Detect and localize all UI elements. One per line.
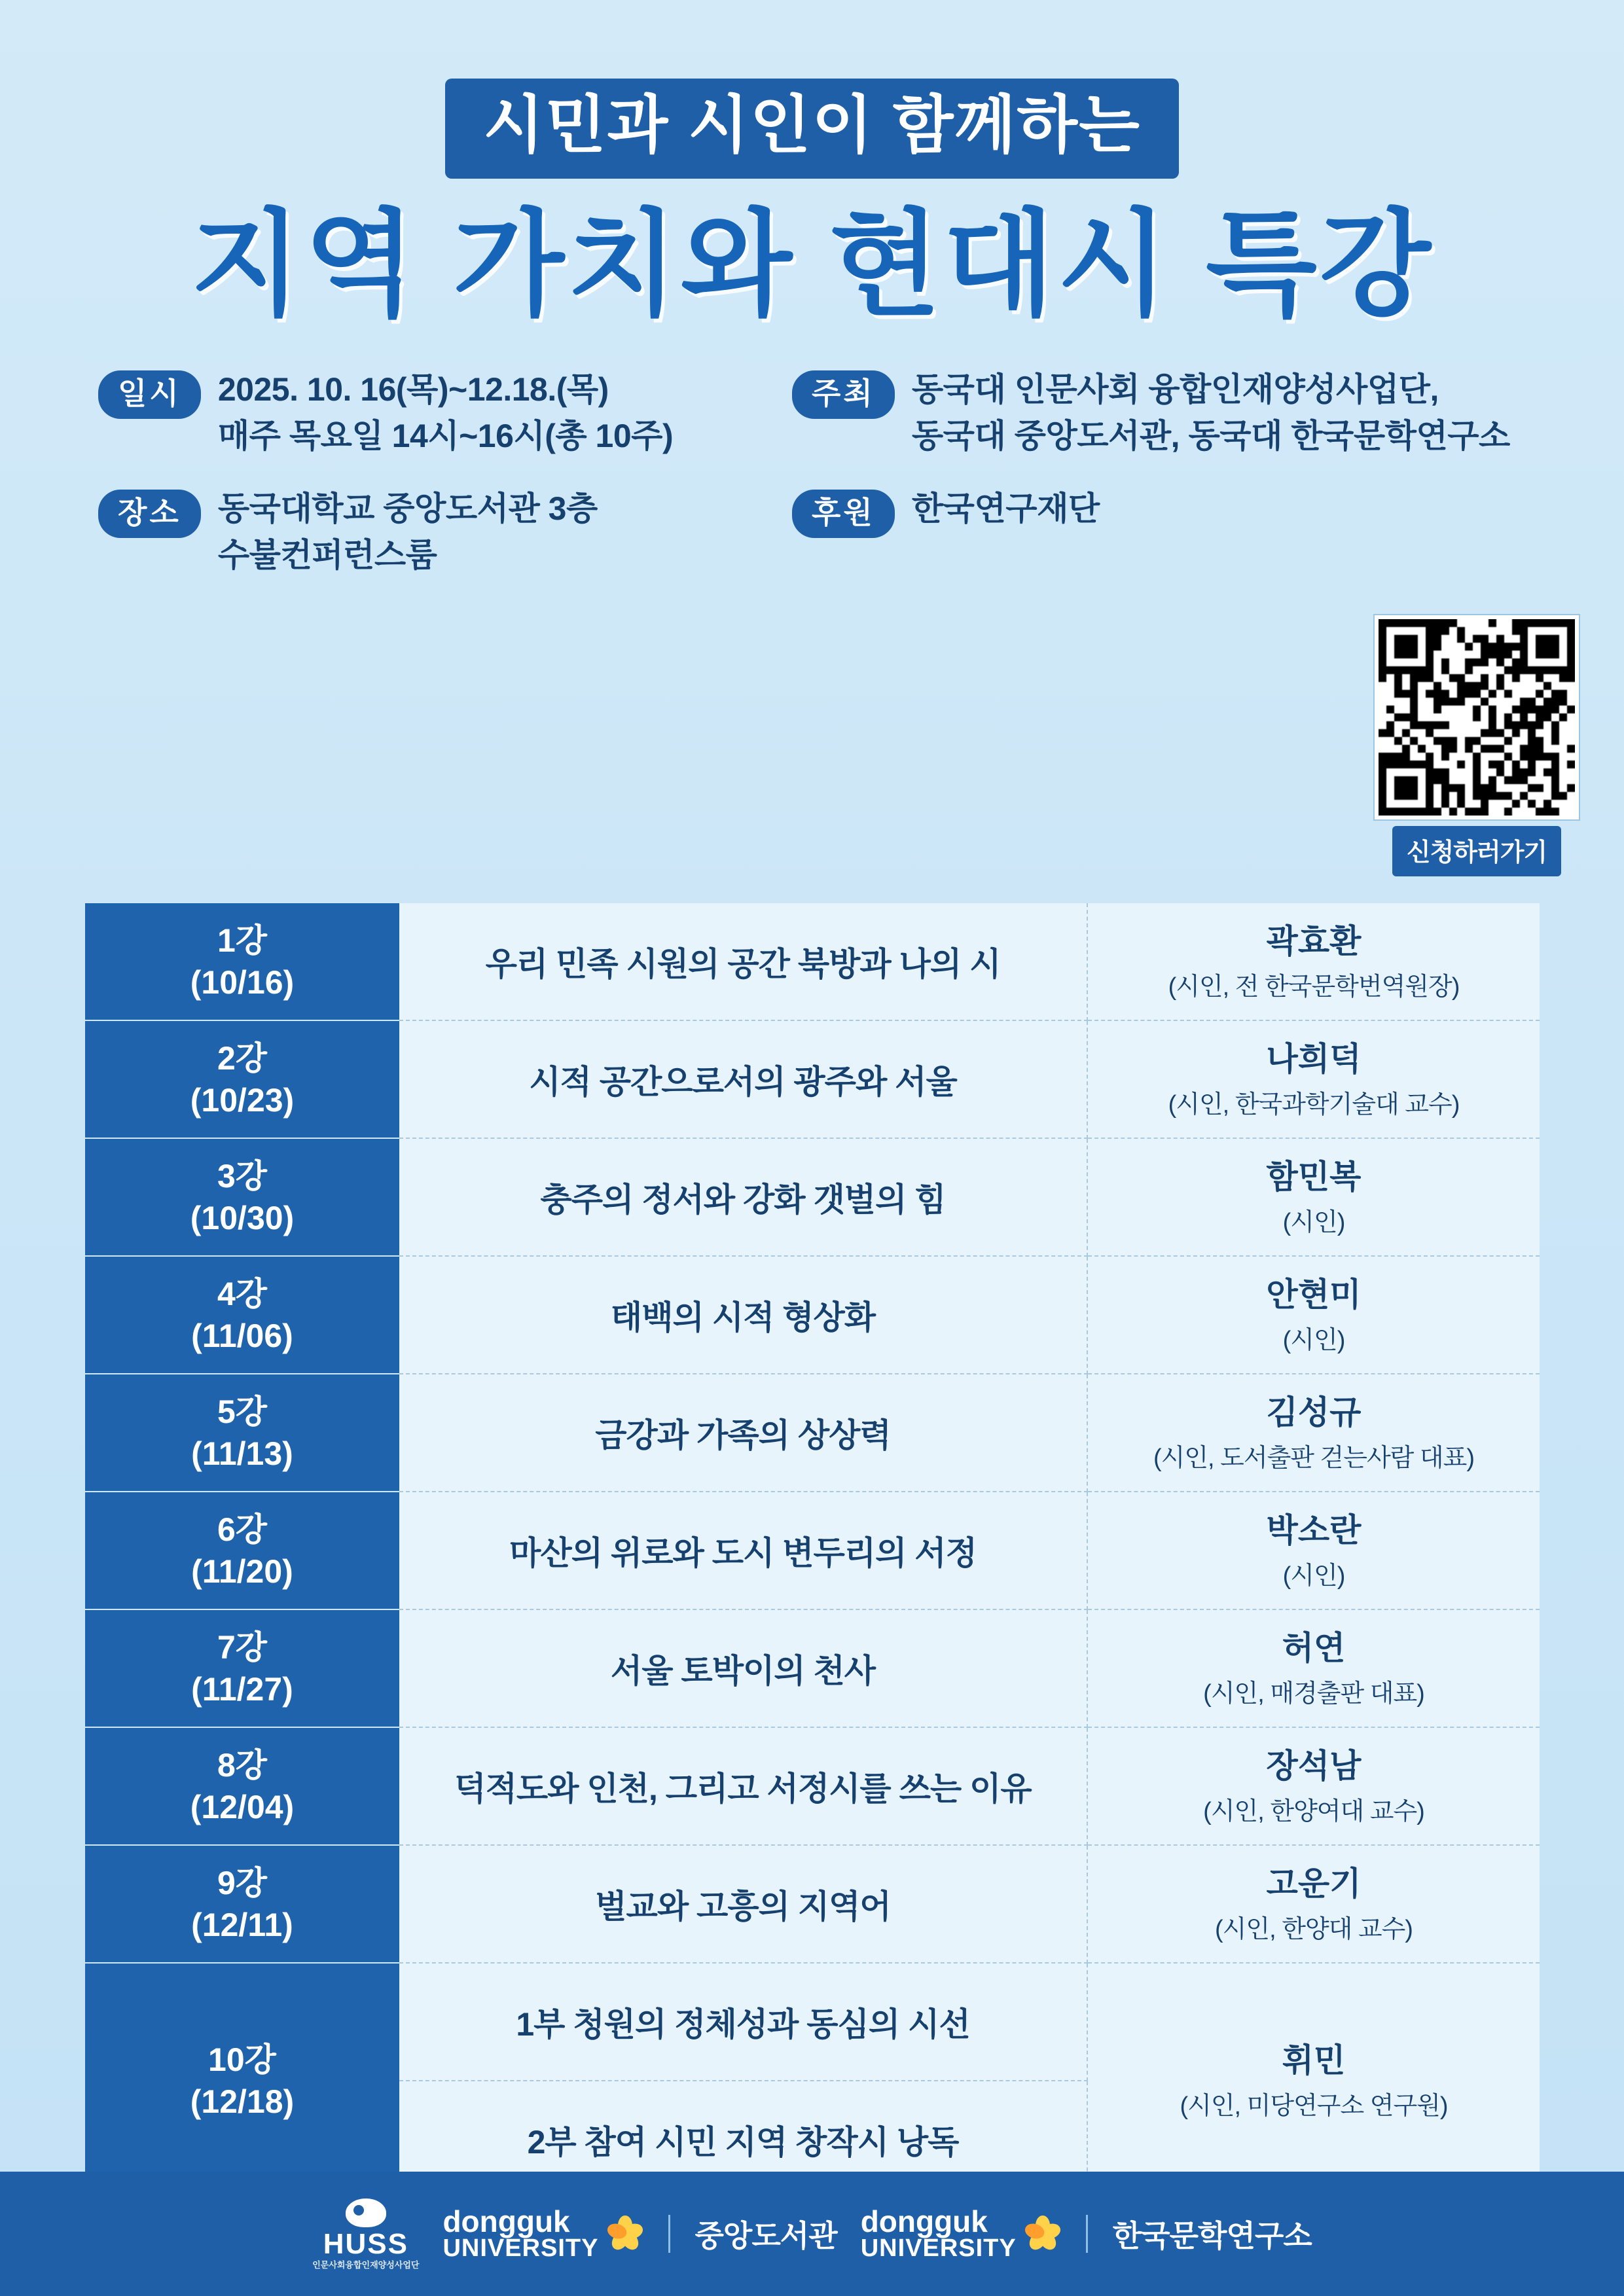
schedule-table — [85, 903, 1540, 2198]
speaker-role: (시인) — [1282, 1208, 1345, 1236]
row-date-label: (11/13) — [191, 1435, 293, 1472]
speaker-role: (시인, 도서출판 걷는사람 대표) — [1153, 1444, 1475, 1472]
qr-code-icon[interactable] — [1375, 615, 1579, 819]
row-date-label: (11/27) — [191, 1671, 293, 1708]
logo-huss — [300, 2198, 431, 2269]
info-place-line1: 동국대학교 중앙도서관 3층 — [217, 490, 598, 527]
speaker-role: (시인) — [1282, 1562, 1345, 1590]
speaker-role: (시인, 한양대 교수) — [1215, 1915, 1413, 1943]
row-no-7 — [85, 1609, 399, 1727]
speaker-name: 함민복 — [1266, 1158, 1362, 1195]
qr-section[interactable] — [1369, 615, 1585, 876]
dongguk-label-1: dongguk — [442, 2204, 570, 2239]
speaker-role: (시인, 전 한국문학번역원장) — [1168, 973, 1460, 1001]
table-row — [85, 1256, 1540, 1374]
row-speaker-6 — [1087, 1492, 1540, 1609]
row-no-5 — [85, 1374, 399, 1492]
row-title-7: 서울 토박이의 천사 — [399, 1609, 1087, 1727]
schedule-body — [85, 903, 1540, 2198]
info-date-line2: 매주 목요일 14시~16시(총 10주) — [217, 417, 674, 454]
table-row — [85, 1374, 1540, 1492]
row-title-9: 벌교와 고흥의 지역어 — [399, 1845, 1087, 1963]
row-no-8 — [85, 1727, 399, 1845]
poster-kicker: 시민과 시인이 함께하는 — [445, 79, 1179, 179]
row-title-5: 금강과 가족의 상상력 — [399, 1374, 1087, 1492]
info-host-line1: 동국대 인문사회 융합인재양성사업단, — [911, 370, 1439, 408]
row-title-10-part2: 2부 참여 시민 지역 창작시 낭독 — [399, 2081, 1087, 2198]
info-host-line2: 동국대 중앙도서관, 동국대 한국문학연구소 — [911, 417, 1510, 454]
row-title-2: 시적 공간으로서의 광주와 서울 — [399, 1020, 1087, 1138]
row-no-4 — [85, 1256, 399, 1374]
speaker-name: 나희덕 — [1266, 1040, 1362, 1077]
row-title-10-part1: 1부 청원의 정체성과 동심의 시선 — [399, 1963, 1087, 2081]
logo-institute: 한국문학연구소 — [1112, 2219, 1312, 2253]
row-title-6: 마산의 위로와 도시 변두리의 서정 — [399, 1492, 1087, 1609]
dongguk-sublabel-2: UNIVERSITY — [860, 2234, 1017, 2262]
dongguk-sublabel-1: UNIVERSITY — [442, 2234, 599, 2262]
row-no-label: 8강 — [217, 1747, 268, 1784]
row-speaker-2 — [1087, 1020, 1540, 1138]
row-speaker-5 — [1087, 1374, 1540, 1492]
footer-logos — [0, 2172, 1624, 2296]
row-speaker-10 — [1087, 1963, 1540, 2198]
row-no-label: 1강 — [217, 922, 268, 959]
info-sponsor-text — [912, 486, 1100, 532]
row-no-label: 6강 — [217, 1511, 268, 1548]
info-place-text — [218, 486, 598, 579]
row-title-3: 충주의 정서와 강화 갯벌의 힘 — [399, 1138, 1087, 1256]
speaker-name: 휘민 — [1282, 2041, 1346, 2079]
speaker-role: (시인, 매경출판 대표) — [1203, 1679, 1424, 1708]
table-row — [85, 1492, 1540, 1609]
footer-divider-1 — [668, 2215, 670, 2253]
row-date-label: (12/11) — [191, 1907, 293, 1943]
row-no-label: 3강 — [217, 1158, 268, 1194]
qr-caption[interactable]: 신청하러가기 — [1392, 826, 1561, 876]
info-place-line2: 수불컨퍼런스룸 — [217, 536, 437, 573]
speaker-role: (시인, 한국과학기술대 교수) — [1168, 1090, 1460, 1119]
info-host-text — [912, 367, 1510, 459]
qr-canvas — [1379, 619, 1575, 816]
table-row — [85, 1845, 1540, 1963]
row-no-9 — [85, 1845, 399, 1963]
table-row — [85, 1727, 1540, 1845]
speaker-role: (시인, 미당연구소 연구원) — [1180, 2092, 1448, 2120]
table-row — [85, 903, 1540, 1020]
speaker-name: 김성규 — [1266, 1393, 1362, 1431]
row-title-4: 태백의 시적 형상화 — [399, 1256, 1087, 1374]
info-row-1 — [98, 367, 1539, 459]
info-sponsor — [792, 486, 1512, 538]
label-host: 주최 — [792, 370, 895, 419]
poster-header — [0, 0, 1624, 329]
info-place — [98, 486, 792, 579]
page-title: 지역 가치와 현대시 특강 — [190, 200, 1434, 329]
footer-divider-2 — [1086, 2215, 1088, 2253]
info-row-2 — [98, 486, 1539, 579]
row-no-label: 4강 — [217, 1276, 268, 1312]
speaker-name: 곽효환 — [1266, 922, 1362, 960]
lotus-flower-icon — [1024, 2215, 1061, 2252]
lotus-flower-icon — [607, 2215, 643, 2252]
row-date-label: (10/30) — [190, 1200, 295, 1236]
logo-library: 중앙도서관 — [695, 2219, 837, 2253]
row-speaker-9 — [1087, 1845, 1540, 1963]
row-date-label: (11/06) — [191, 1318, 293, 1354]
table-row — [85, 1609, 1540, 1727]
row-no-label: 9강 — [217, 1865, 268, 1901]
row-date-label: (12/04) — [190, 1789, 295, 1825]
row-title-1: 우리 민족 시원의 공간 북방과 나의 시 — [399, 903, 1087, 1020]
row-title-8: 덕적도와 인천, 그리고 서정시를 쓰는 이유 — [399, 1727, 1087, 1845]
label-sponsor: 후원 — [792, 490, 895, 538]
row-date-label: (10/16) — [190, 964, 295, 1001]
row-speaker-8 — [1087, 1727, 1540, 1845]
row-no-label: 5강 — [217, 1393, 268, 1430]
info-block — [0, 367, 1624, 579]
row-no-label: 7강 — [217, 1629, 268, 1666]
row-speaker-1 — [1087, 903, 1540, 1020]
speaker-name: 장석남 — [1266, 1747, 1362, 1784]
table-row — [85, 1963, 1540, 2081]
row-date-label: (12/18) — [190, 2083, 295, 2120]
row-no-6 — [85, 1492, 399, 1609]
row-date-label: (11/20) — [191, 1553, 293, 1590]
row-no-1 — [85, 903, 399, 1020]
table-row — [85, 1020, 1540, 1138]
dongguk-label-2: dongguk — [860, 2204, 988, 2239]
speaker-name: 박소란 — [1266, 1511, 1362, 1549]
info-sponsor-line1: 한국연구재단 — [911, 490, 1100, 527]
row-speaker-4 — [1087, 1256, 1540, 1374]
row-no-3 — [85, 1138, 399, 1256]
info-date-line1: 2025. 10. 16(목)~12.18.(목) — [217, 370, 609, 408]
speaker-role: (시인) — [1282, 1326, 1345, 1354]
huss-bird-icon — [346, 2198, 386, 2227]
speaker-role: (시인, 한양여대 교수) — [1203, 1797, 1424, 1825]
logo-dongguk-2 — [849, 2204, 1073, 2262]
row-no-2 — [85, 1020, 399, 1138]
huss-sublabel: 인문사회융합인재양성사업단 — [312, 2260, 420, 2270]
speaker-name: 허연 — [1282, 1629, 1346, 1666]
row-no-10 — [85, 1963, 399, 2198]
info-host — [792, 367, 1512, 459]
info-date — [98, 367, 792, 459]
table-row — [85, 1138, 1540, 1256]
row-speaker-3 — [1087, 1138, 1540, 1256]
speaker-name: 고운기 — [1266, 1865, 1362, 1902]
row-speaker-7 — [1087, 1609, 1540, 1727]
row-date-label: (10/23) — [190, 1082, 295, 1119]
label-place: 장소 — [98, 490, 201, 538]
info-date-text — [218, 367, 673, 459]
row-no-label: 2강 — [217, 1040, 268, 1077]
label-date: 일시 — [98, 370, 201, 419]
speaker-name: 안현미 — [1266, 1276, 1362, 1313]
huss-label: HUSS — [323, 2228, 408, 2260]
row-no-label: 10강 — [208, 2041, 276, 2078]
logo-dongguk-1 — [431, 2204, 655, 2262]
